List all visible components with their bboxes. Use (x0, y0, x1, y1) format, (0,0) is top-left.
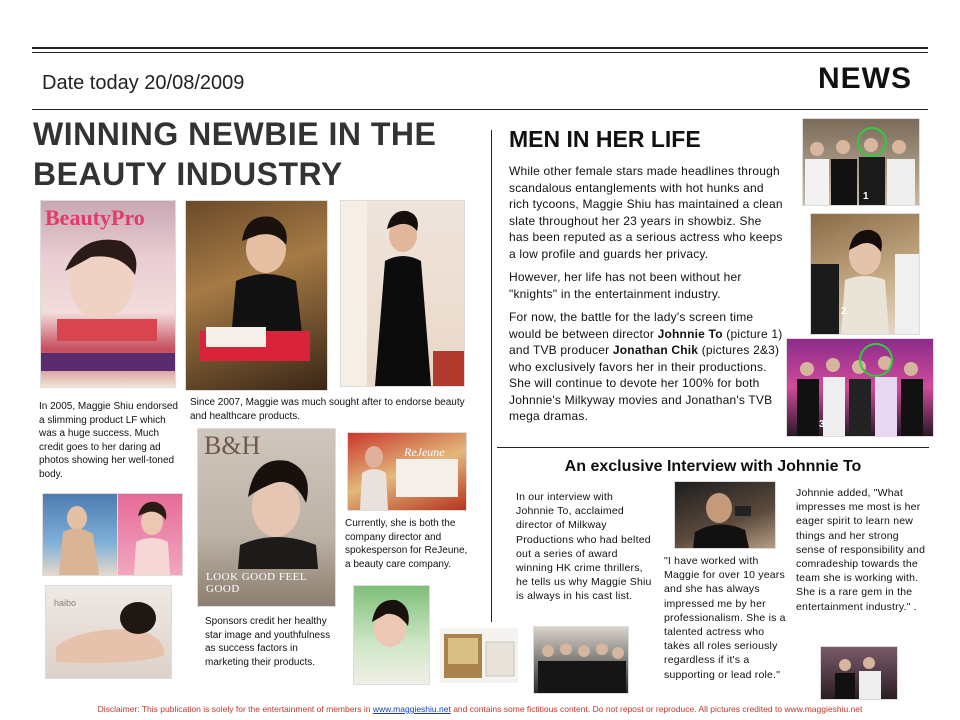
caption-sponsors: Sponsors credit her healthy star image and youthfulness as success factors in marketing their products. (205, 616, 331, 668)
men-p3-c: (pictures 2&3) who exclusively favors her in their productions. She will continue to devote her 100% for both Johnnie's Milkyway movies and Jonathan's TVB mega dramas. (509, 343, 780, 423)
rejeune-event-image (347, 432, 467, 511)
picture-1-label: 1 (863, 191, 869, 202)
masthead: NEWS (818, 62, 912, 95)
slimming-ad-image-1 (42, 493, 119, 576)
interview-column-1: In our interview with Johnnie To, acclaimed director of Milkway Productions who had belted out a series of award winning HK crime thrillers, he tells us why Maggie Shiu is always in his cast list. (516, 491, 652, 603)
product-box-art (440, 628, 518, 683)
black-dress-image (340, 200, 465, 387)
bh-title: B&H (204, 431, 261, 460)
bh-tagline: LOOK GOOD FEEL GOOD (206, 571, 307, 595)
interview-column-3: Johnnie added, "What impresses me most is her eager spirit to learn new things and her strong sense of responsibility and comradeship towards the team she is working with. She is a rare gem in the entertainment industry." . (796, 487, 926, 613)
interview-top-rule (497, 447, 929, 448)
caption-rejeune: Currently, she is both the company director and spokesperson for ReJeune, a beauty care company. (345, 518, 468, 570)
men-p3-a: For now, the battle for the lady's screen time would be between director (509, 310, 754, 341)
men-p3-b: (picture 1) and TVB producer (509, 326, 783, 357)
product-portrait-art (354, 586, 429, 684)
black-dress-art (341, 201, 464, 386)
disclaimer-pre: Disclaimer: This publication is solely for the entertainment of members in (97, 704, 373, 714)
picture-2-image (810, 213, 920, 335)
disclaimer (0, 704, 960, 714)
interview-title: An exclusive Interview with Johnnie To (564, 458, 862, 475)
johnnie-to-portrait-art (675, 482, 775, 548)
picture-2-art (811, 214, 919, 334)
johnnie-to-name: Johnnie To (657, 326, 723, 341)
jonathan-chik-name: Jonathan Chik (612, 343, 699, 357)
caption-since-2007: Since 2007, Maggie was much sought after to endorse beauty and healthcare products. (190, 397, 465, 422)
reclining-pose-image (45, 585, 172, 679)
rejeune-sign: ReJeune (404, 445, 445, 459)
men-section-title: MEN IN HER LIFE (509, 126, 701, 152)
picture-1-highlight-ring (857, 127, 887, 157)
main-headline: WINNING NEWBIE IN THE BEAUTY INDUSTRY (33, 116, 437, 192)
picture-3-highlight-ring (859, 343, 893, 377)
svg-text:haibo: haibo (54, 598, 77, 608)
picture-3-label: 3 (819, 419, 825, 430)
top-rule-thick (32, 47, 928, 49)
interview-small-photo-image (820, 646, 898, 700)
men-paragraph-1: While other female stars made headlines through scandalous entanglements with hot hunks and rich tycoons, Maggie Shiu has maintained a clean slate throughout her 23 years in showbiz. She has been reputed as a serious actress who keeps a low profile and guards her privacy. (509, 164, 783, 261)
picture-2-label: 2 (841, 306, 847, 317)
beautypro-portrait-art (51, 231, 161, 341)
site-link[interactable]: www.maggieshiu.net (372, 704, 451, 714)
beautypro-banner-bar (41, 353, 175, 371)
bh-magazine-cover-image (197, 428, 336, 607)
men-paragraph-2: However, her life has not been without her "knights" in the entertainment industry. (509, 270, 742, 301)
group-photo-art (534, 627, 628, 693)
slimming-ad-art-1 (43, 494, 118, 575)
disclaimer-post: and contains some fictitious content. Do not repost or reproduce. All pictures credited to www.maggieshiu.net (450, 704, 863, 714)
picture-3-image (786, 338, 934, 437)
slimming-ad-image-2 (117, 493, 183, 576)
rejeune-art (348, 433, 466, 510)
signing-event-image (185, 200, 328, 391)
reclining-pose-art (46, 586, 171, 678)
interview-column-2: "I have worked with Maggie for over 10 years and she has always impressed me by her professionalism. She is a talented actress who takes all roles seriously regardless if it's a supporting or lead role." (664, 555, 786, 681)
bh-portrait-art (218, 449, 328, 569)
picture-1-image (802, 118, 920, 206)
product-portrait-image (353, 585, 430, 685)
column-divider (491, 130, 492, 622)
johnnie-to-portrait-image (674, 481, 776, 549)
product-box-image (440, 628, 518, 683)
signing-event-art (186, 201, 327, 390)
beautypro-cover-image (40, 200, 176, 388)
date-today: Date today 20/08/2009 (42, 72, 245, 94)
top-rule-thin (32, 52, 928, 53)
men-paragraph-3 (509, 309, 784, 425)
slimming-ad-art-2 (118, 494, 182, 575)
group-photo-image (533, 626, 629, 694)
beautypro-title: BeautyPro (45, 205, 145, 230)
interview-small-photo-art (821, 647, 897, 699)
header-bottom-rule (32, 109, 928, 110)
caption-slimming: In 2005, Maggie Shiu endorsed a slimming product LF which was a huge success. Much credit goes to her daring ad photos showing her well-toned body. (39, 401, 178, 480)
men-section-body (509, 163, 784, 432)
